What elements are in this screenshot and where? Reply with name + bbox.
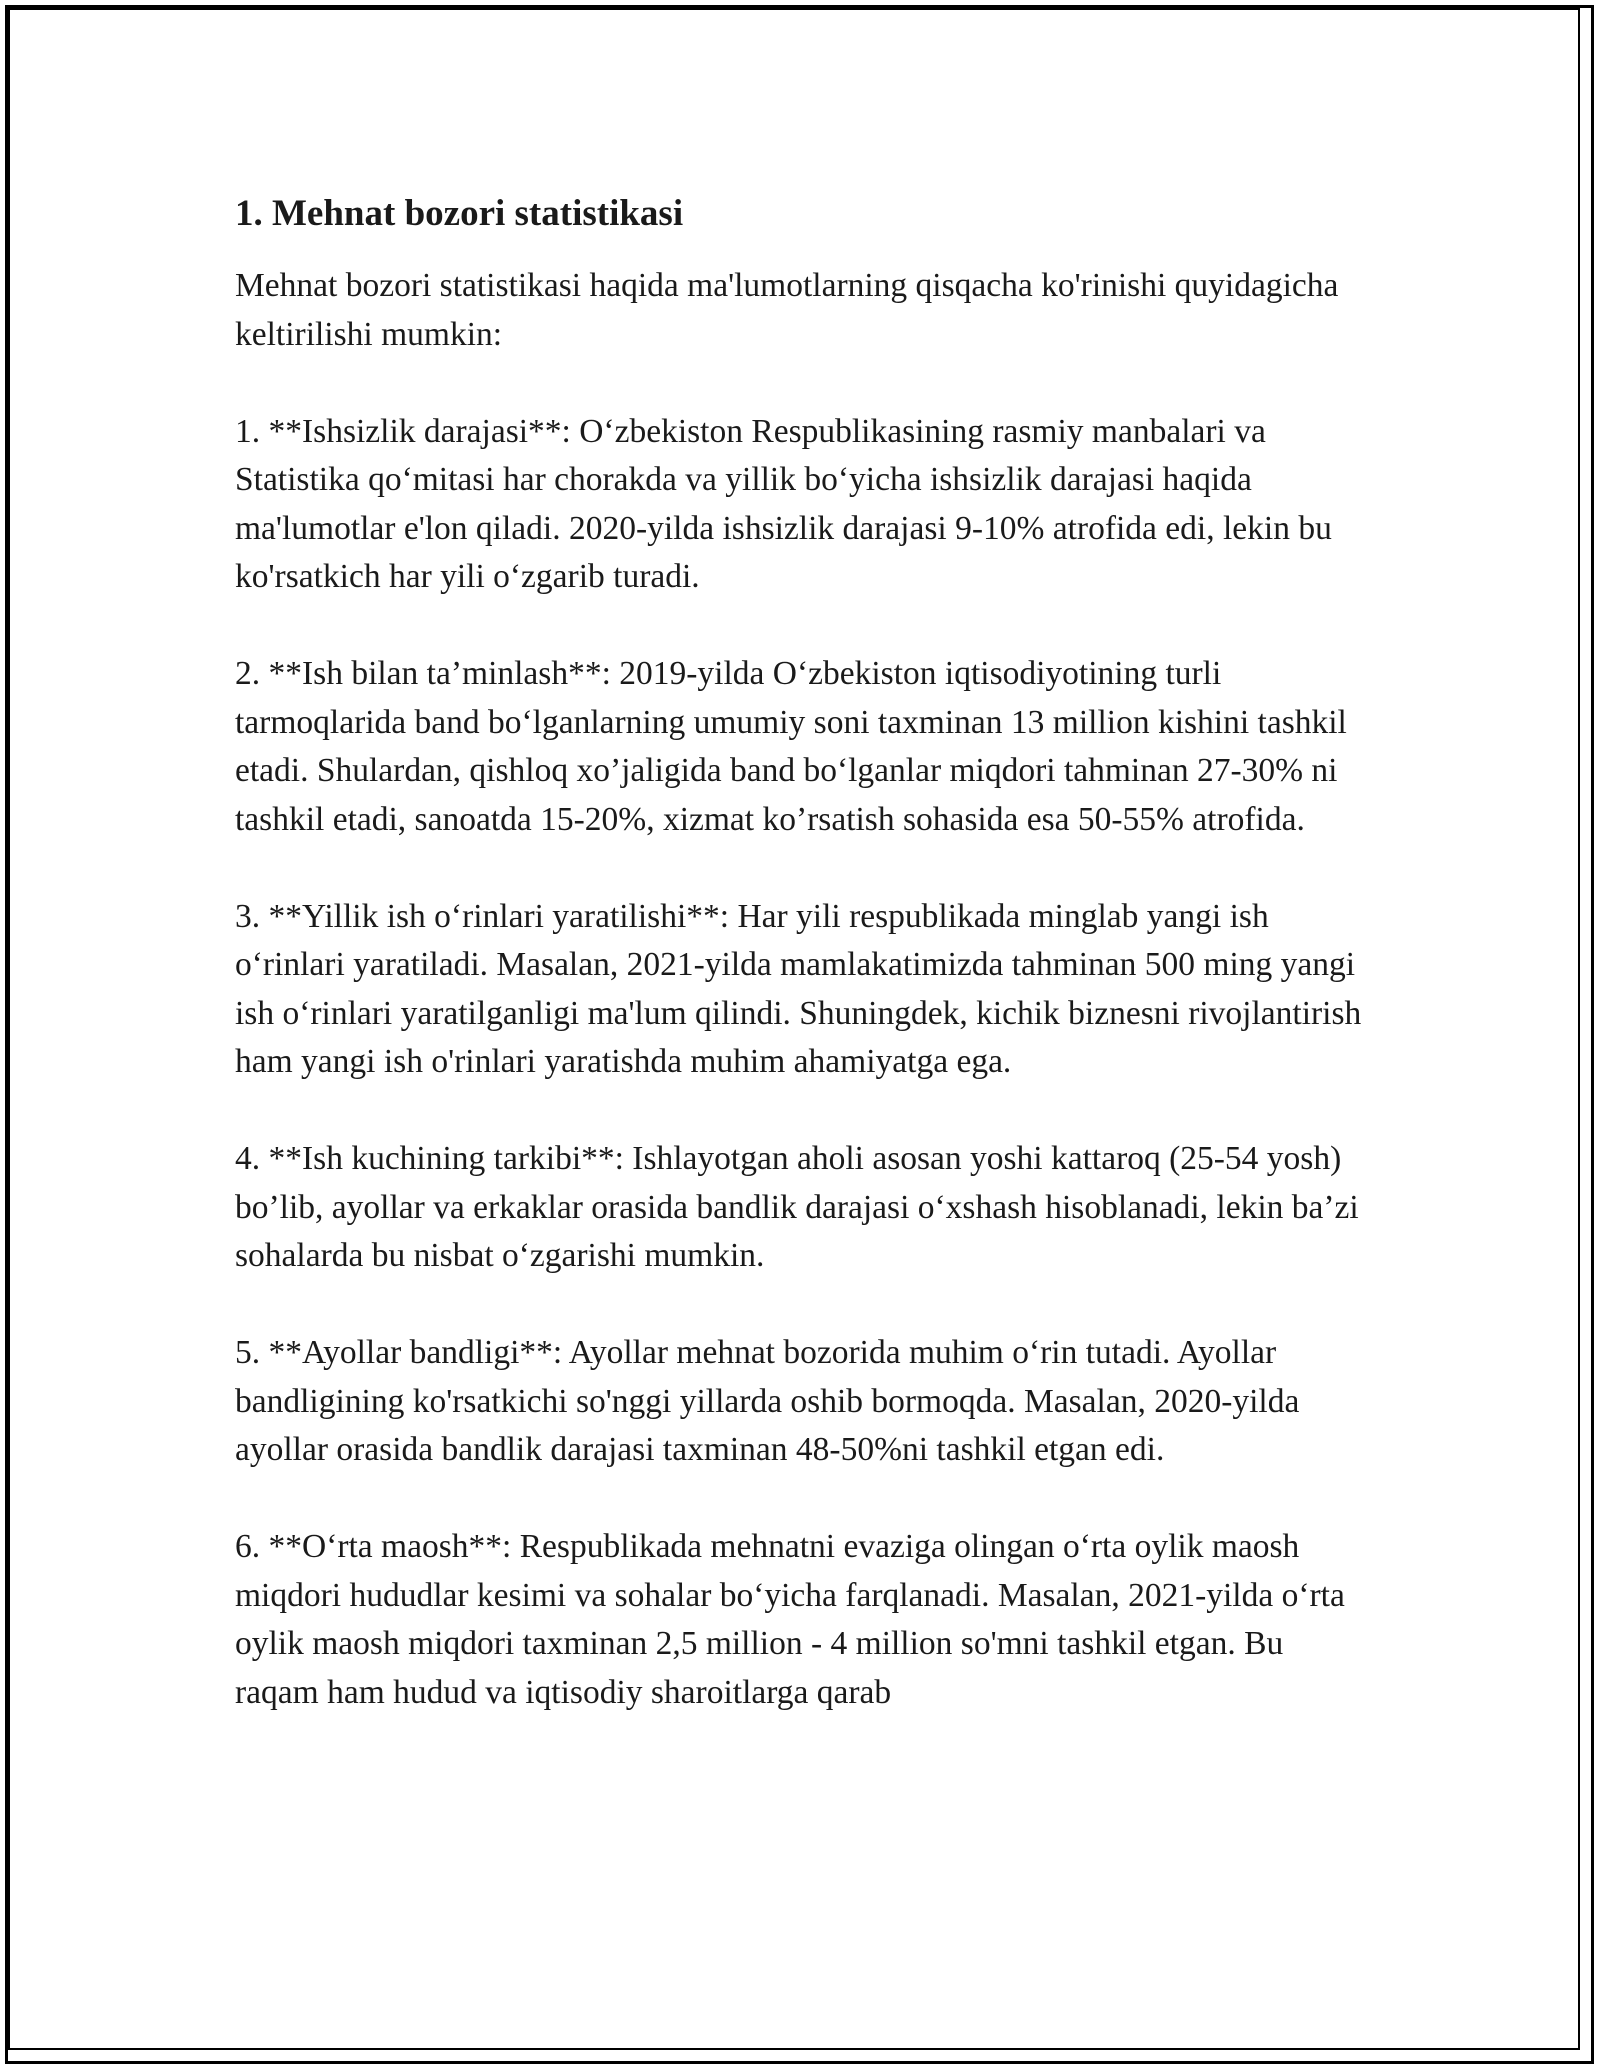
list-item-job-creation: 3. **Yillik ish o‘rinlari yaratilishi**: Har yili respublikada minglab yangi ish o‘rinlari yaratiladi. Masalan, 2021-yilda mamlakatimizda tahminan 500 ming yangi ish o‘rinlari yaratilganligi ma'lum qilindi. Shuningdek, kichik biznesni rivojlantirish ham yangi ish o'rinlari yaratishda muhim ahamiyatga ega. — [235, 897, 1362, 1080]
intro-paragraph: Mehnat bozori statistikasi haqida ma'lumotlarning qisqacha ko'rinishi quyidagicha keltirilishi mumkin: — [235, 267, 1339, 353]
section-title: 1. Mehnat bozori statistikasi — [235, 193, 684, 234]
document-body — [235, 190, 1375, 1766]
list-item-employment: 2. **Ish bilan ta’minlash**: 2019-yilda O‘zbekiston iqtisodiyotining turli tarmoqlarida band bo‘lganlarning umumiy soni taxminan 13 million kishini tashkil etadi. Shulardan, qishloq xo’jaligida band bo‘lganlar miqdori tahminan 27-30% ni tashkil etadi, sanoatda 15-20%, xizmat ko’rsatish sohasida esa 50-55% atrofida. — [235, 655, 1347, 838]
list-item-unemployment: 1. **Ishsizlik darajasi**: O‘zbekiston Respublikasining rasmiy manbalari va Statistika qo‘mitasi har chorakda va yillik bo‘yicha ishsizlik darajasi haqida ma'lumotlar e'lon qiladi. 2020-yilda ishsizlik darajasi 9-10% atrofida edi, lekin bu ko'rsatkich har yili o‘zgarib turadi. — [235, 412, 1332, 595]
list-item-women-employment: 5. **Ayollar bandligi**: Ayollar mehnat bozorida muhim o‘rin tutadi. Ayollar bandligining ko'rsatkichi so'nggi yillarda oshib bormoqda. Masalan, 2020-yilda ayollar orasida bandlik darajasi taxminan 48-50%ni tashkil etgan edi. — [235, 1334, 1300, 1468]
list-item-workforce-structure: 4. **Ish kuchining tarkibi**: Ishlayotgan aholi asosan yoshi kattaroq (25-54 yosh) bo’lib, ayollar va erkaklar orasida bandlik darajasi o‘xshash hisoblanadi, lekin ba’zi sohalarda bu nisbat o‘zgarishi mumkin. — [235, 1140, 1359, 1274]
list-item-average-salary: 6. **O‘rta maosh**: Respublikada mehnatni evaziga olingan o‘rta oylik maosh miqdori hududlar kesimi va sohalar bo‘yicha farqlanadi. Masalan, 2021-yilda o‘rta oylik maosh miqdori taxminan 2,5 million - 4 million so'mni tashkil etgan. Bu raqam ham hudud va iqtisodiy sharoitlarga qarab — [235, 1528, 1345, 1711]
